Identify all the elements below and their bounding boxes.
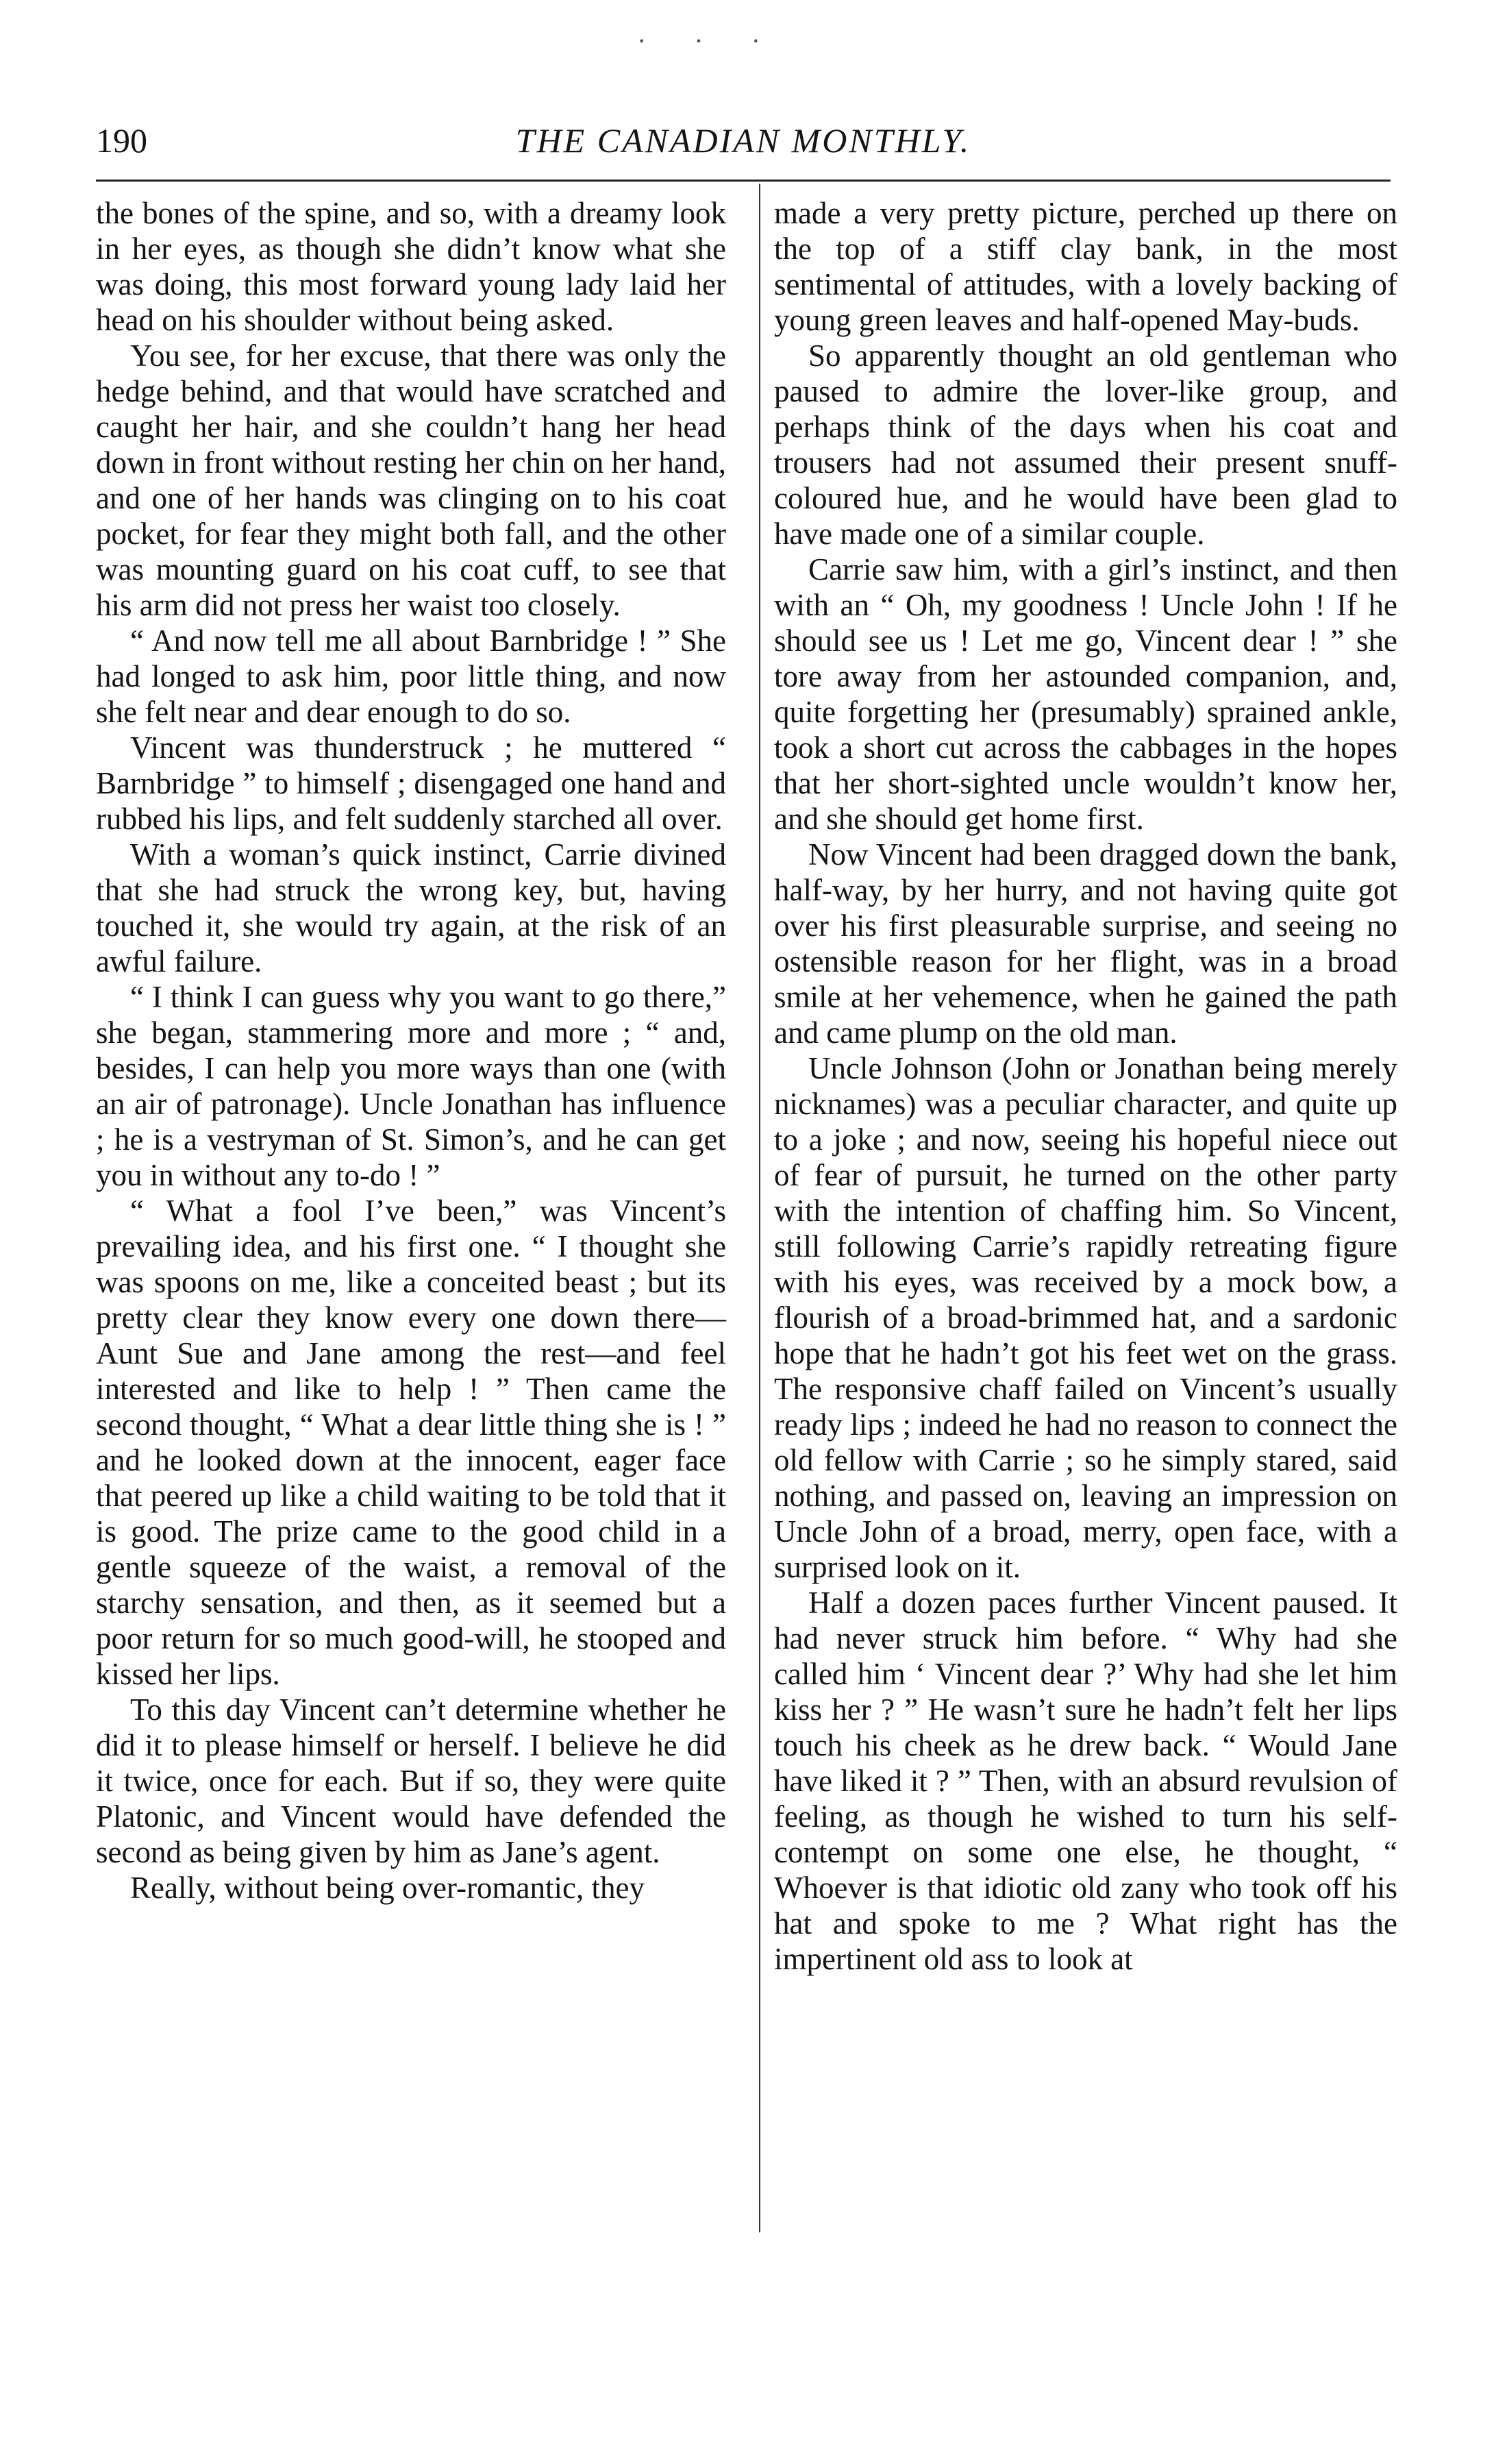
paragraph: made a very pretty picture, perched up there on the top of a stiff clay bank, in the most sentimental of attitudes, with a lovely backing of young green leaves and half-opened May-buds. <box>774 196 1397 337</box>
scan-speck-marks: · · · <box>637 25 781 56</box>
right-column <box>774 195 1397 1977</box>
paragraph: You see, for her excuse, that there was only the hedge behind, and that would have scratched and caught her hair, and she couldn’t hang her head down in front without resting her chin on her hand, and one of her hands was clinging on to his coat pocket, for fear they might both fall, and the other was mounting guard on his coat cuff, to see that his arm did not press her waist too closely. <box>96 338 726 622</box>
page-number: 190 <box>96 121 147 160</box>
paragraph: So apparently thought an old gentleman who paused to admire the lover-like group, and perhaps think of the days when his coat and trousers had not assumed their present snuff-coloured hue, and he would have been glad to have made one of a similar couple. <box>774 338 1397 551</box>
left-column <box>96 195 726 1906</box>
paragraph: Uncle Johnson (John or Jonathan being merely nicknames) was a peculiar character, and quite up to a joke ; and now, seeing his hopeful niece out of fear of pursuit, he turned on the other party with the intention of chaffing him. So Vincent, still following Carrie’s rapidly retreating figure with his eyes, was received by a mock bow, a flourish of a broad-brimmed hat, and a sardonic hope that he hadn’t got his feet wet on the grass. The responsive chaff failed on Vincent’s usually ready lips ; indeed he had no reason to connect the old fellow with Carrie ; so he simply stared, said nothing, and passed on, leaving an impression on Uncle John of a broad, merry, open face, with a surprised look on it. <box>774 1051 1397 1584</box>
header-rule <box>96 180 1391 182</box>
paragraph: Now Vincent had been dragged down the bank, half-way, by her hurry, and not having quite got over his first pleasurable surprise, and seeing no ostensible reason for her flight, was in a broad smile at her vehemence, when he gained the path and came plump on the old man. <box>774 837 1397 1050</box>
paragraph: the bones of the spine, and so, with a dreamy look in her eyes, as though she didn’t know what she was doing, this most forward young lady laid her head on his shoulder without being asked. <box>96 196 726 337</box>
column-divider <box>759 184 760 2232</box>
paragraph: Vincent was thunderstruck ; he muttered “ Barnbridge ” to himself ; disengaged one hand and rubbed his lips, and felt suddenly starched all over. <box>96 730 726 836</box>
paragraph: “ And now tell me all about Barnbridge ! ” She had longed to ask him, poor little thing, and now she felt near and dear enough to do so. <box>96 624 726 729</box>
running-header <box>96 116 1391 171</box>
running-title: THE CANADIAN MONTHLY. <box>515 121 971 160</box>
paragraph: “ I think I can guess why you want to go there,” she began, stammering more and more ; “ and, besides, I can help you more ways than one (with an air of patronage). Uncle Jonathan has influence ; he is a vestryman of St. Simon’s, and he can get you in without any to-do ! ” <box>96 980 726 1192</box>
paragraph: “ What a fool I’ve been,” was Vincent’s prevailing idea, and his first one. “ I thought she was spoons on me, like a conceited beast ; but its pretty clear they know every one down there—Aunt Sue and Jane among the rest—and feel interested and like to help ! ” Then came the second thought, “ What a dear little thing she is ! ” and he looked down at the innocent, eager face that peered up like a child waiting to be told that it is good. The prize came to the good child in a gentle squeeze of the waist, a removal of the starchy sensation, and then, as it seemed but a poor return for so much good-will, he stooped and kissed her lips. <box>96 1194 726 1691</box>
paragraph: With a woman’s quick instinct, Carrie divined that she had struck the wrong key, but, having touched it, she would try again, at the risk of an awful failure. <box>96 837 726 978</box>
paragraph: Really, without being over-romantic, they <box>130 1871 645 1905</box>
paragraph: To this day Vincent can’t determine whether he did it to please himself or herself. I believe he did it twice, once for each. But if so, they were quite Platonic, and Vincent would have defended the second as being given by him as Jane’s agent. <box>96 1692 726 1869</box>
paragraph: Half a dozen paces further Vincent paused. It had never struck him before. “ Why had she called him ‘ Vincent dear ?’ Why had she let him kiss her ? ” He wasn’t sure he hadn’t felt her lips touch his cheek as he drew back. “ Would Jane have liked it ? ” Then, with an absurd revulsion of feeling, as though he wished to turn his self-contempt on some one else, he thought, “ Whoever is that idiotic old zany who took off his hat and spoke to me ? What right has the impertinent old ass to look at <box>774 1586 1397 1976</box>
paragraph: Carrie saw him, with a girl’s instinct, and then with an “ Oh, my goodness ! Uncle John ! If he should see us ! Let me go, Vincent dear ! ” she tore away from her astounded companion, and, quite forgetting her (presumably) sprained ankle, took a short cut across the cabbages in the hopes that her short-sighted uncle wouldn’t know her, and she should get home first. <box>774 552 1397 836</box>
